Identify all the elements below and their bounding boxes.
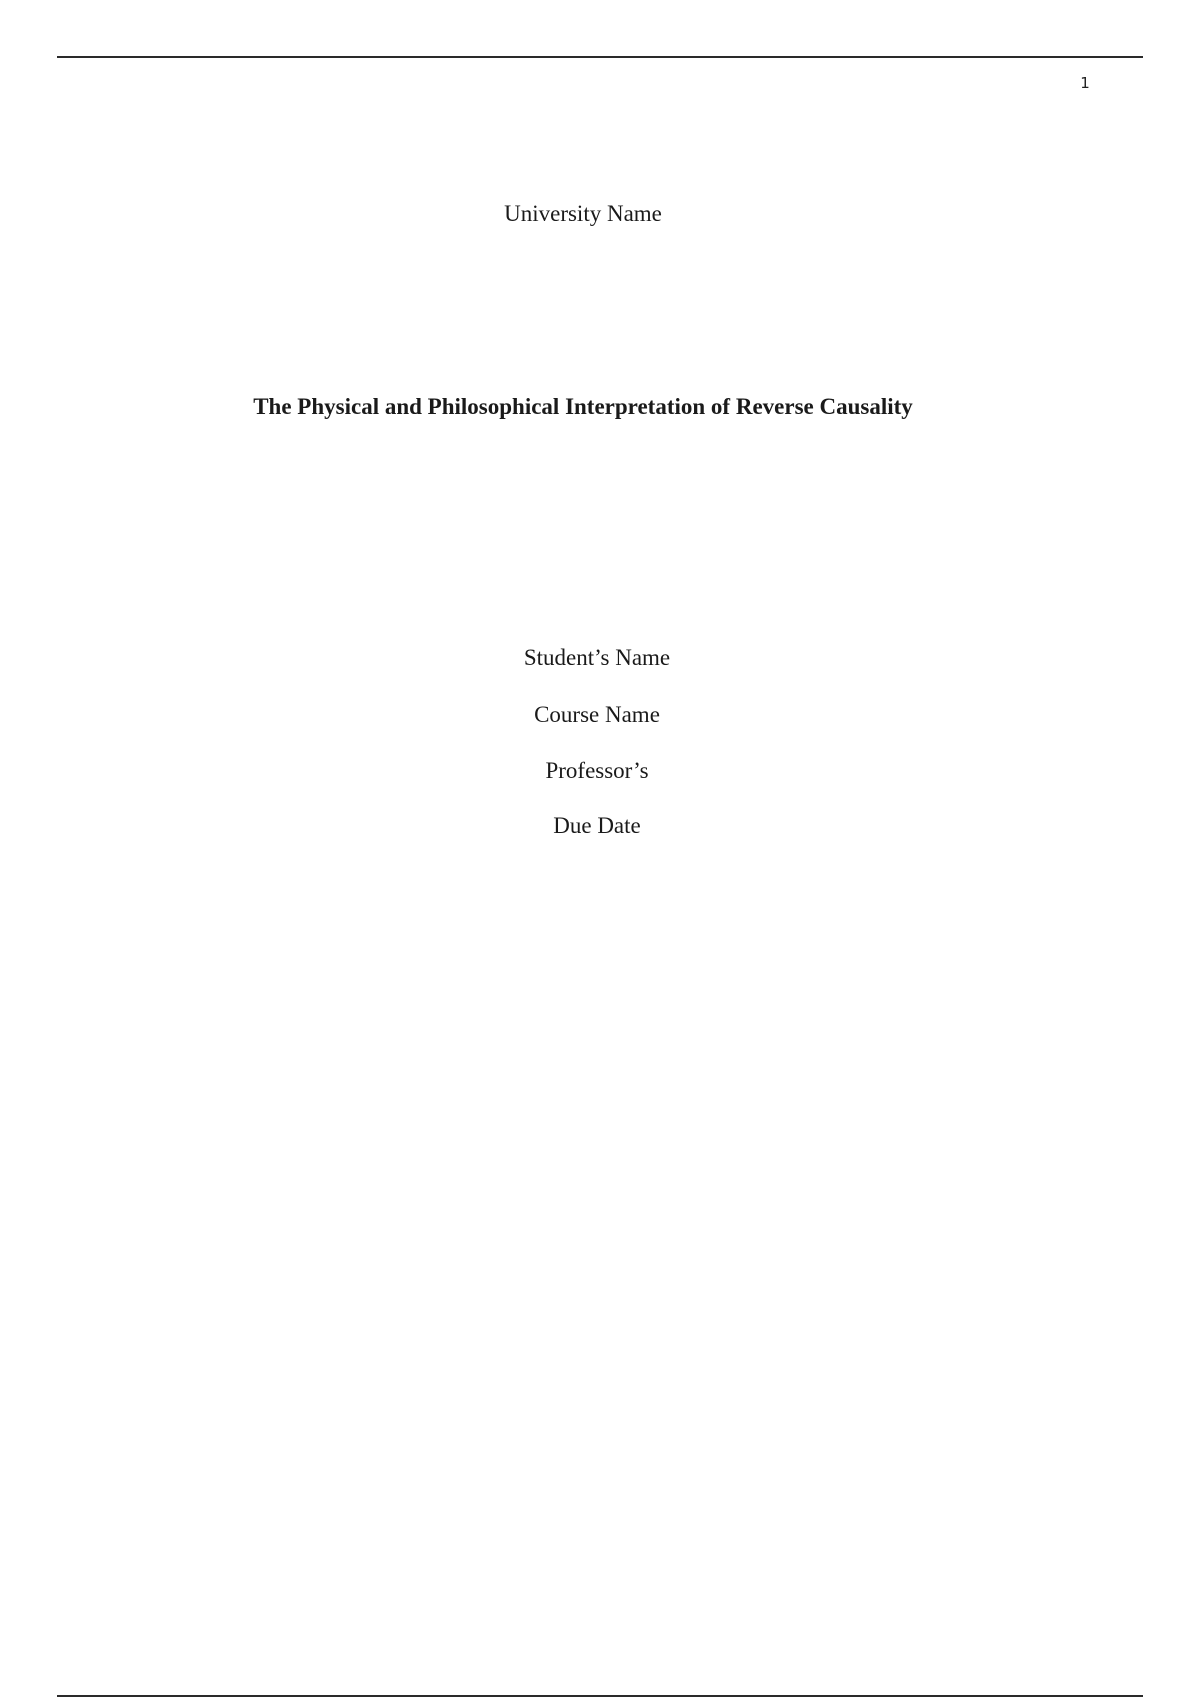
due-date: Due Date <box>553 813 641 838</box>
page-number: 1 <box>1080 74 1090 92</box>
professor-name: Professor’s <box>545 758 649 783</box>
paper-title: The Physical and Philosophical Interpretation of Reverse Causality <box>253 394 913 419</box>
footer-rule <box>57 1695 1143 1697</box>
course-name: Course Name <box>534 702 660 727</box>
header-rule <box>57 56 1143 58</box>
student-name: Student’s Name <box>523 645 671 670</box>
university-name: University Name <box>504 201 662 226</box>
